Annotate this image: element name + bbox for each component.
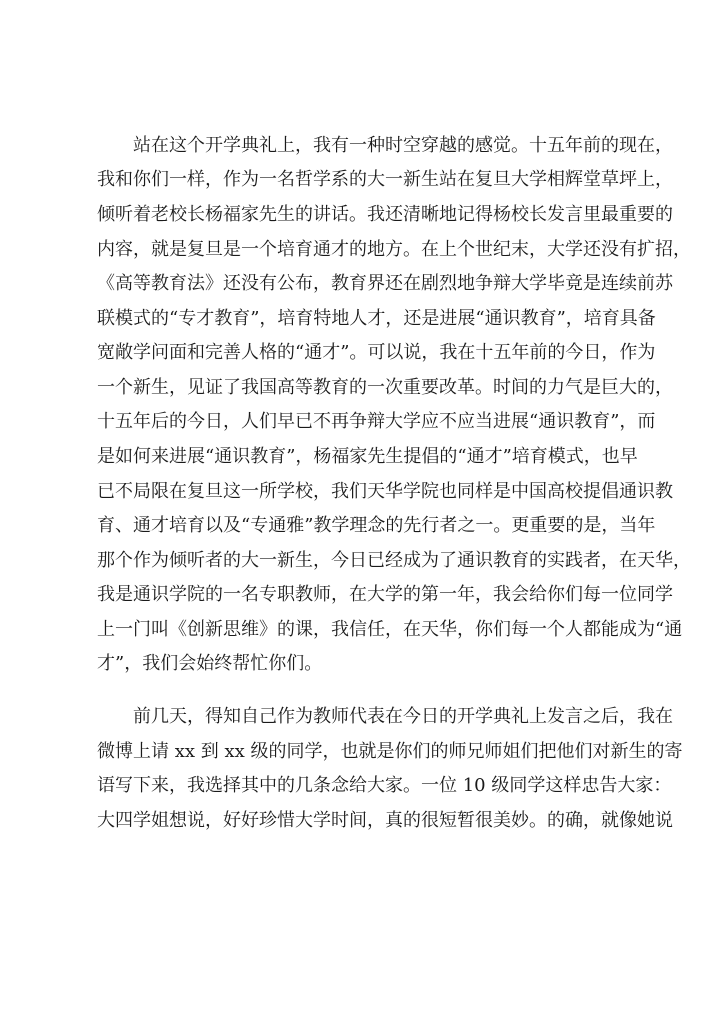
text-line: 联模式的“专才教育”，培育特地人才，还是进展“通识教育”，培育具备 <box>97 308 656 329</box>
text-line: 内容，就是复旦是一个培育通才的地方。在上个世纪末，大学还没有扩招， <box>97 239 691 260</box>
text-line: 一个新生，见证了我国高等教育的一次重要改革。时间的力气是巨大的， <box>97 377 673 398</box>
text-line: 已不局限在复旦这一所学校，我们天华学院也同样是中国高校提倡通识教 <box>97 481 673 502</box>
text-line: 微博上请 xx 到 xx 级的同学，也就是你们的师兄师姐们把他们对新生的寄 <box>97 741 683 762</box>
text-line: 那个作为倾听者的大一新生，今日已经成为了通识教育的实践者，在天华， <box>97 550 691 571</box>
text-line: 是如何来进展“通识教育”，杨福家先生提倡的“通才”培育模式，也早 <box>97 446 638 467</box>
text-line: 十五年后的今日，人们早已不再争辩大学应不应当进展“通识教育”，而 <box>97 411 656 432</box>
text-line: 《高等教育法》还没有公布，教育界还在剧烈地争辩大学毕竟是连续前苏 <box>97 273 673 294</box>
text-line: 育、通才培育以及“专通雅”教学理念的先行者之一。更重要的是，当年 <box>97 515 656 536</box>
text-line: 宽敞学问面和完善人格的“通才”。可以说，我在十五年前的今日，作为 <box>97 342 656 363</box>
text-line: 我和你们一样，作为一名哲学系的大一新生站在复旦大学相辉堂草坪上， <box>97 169 673 190</box>
text-line: 站在这个开学典礼上，我有一种时空穿越的感觉。十五年前的现在， <box>133 135 673 156</box>
text-line: 前几天，得知自己作为教师代表在今日的开学典礼上发言之后，我在 <box>133 706 673 727</box>
text-line: 我是通识学院的一名专职教师，在大学的第一年，我会给你们每一位同学 <box>97 584 673 605</box>
text-line: 语写下来，我选择其中的几条念给大家。一位 10 级同学这样忠告大家： <box>97 775 672 796</box>
text-line: 大四学姐想说，好好珍惜大学时间，真的很短暂很美妙。的确，就像她说 <box>97 810 673 831</box>
text-line: 倾听着老校长杨福家先生的讲话。我还清晰地记得杨校长发言里最重要的 <box>97 204 673 225</box>
text-line: 上一门叫《创新思维》的课，我信任，在天华，你们每一个人都能成为“通 <box>97 619 683 640</box>
text-line: 才”，我们会始终帮忙你们。 <box>97 653 323 674</box>
